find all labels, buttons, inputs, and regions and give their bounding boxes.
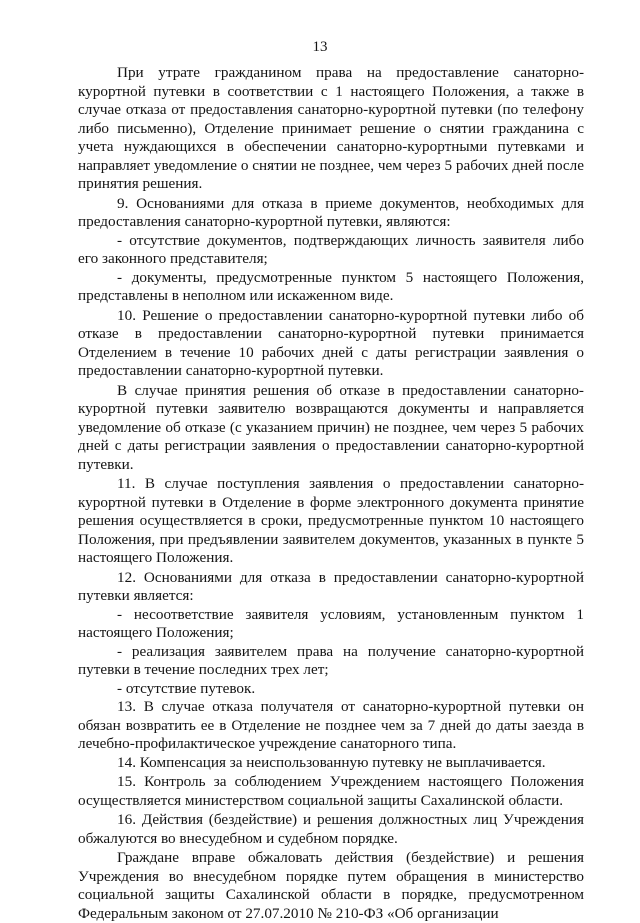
- paragraph-item-12-bullet-1: - несоответствие заявителя условиям, установленным пунктом 1 настоящего Положения;: [78, 605, 584, 641]
- paragraph-item-9: 9. Основаниями для отказа в приеме документов, необходимых для предоставления санаторно-курортной путевки, являются:: [78, 194, 584, 230]
- paragraph-item-13: 13. В случае отказа получателя от санаторно-курортной путевки он обязан возвратить ее в Отделение не позднее чем за 7 дней до даты заезда в лечебно-профилактическое учреждение санаторного типа.: [78, 698, 584, 752]
- paragraph-item-15: 15. Контроль за соблюдением Учреждением настоящего Положения осуществляется министерством социальной защиты Сахалинской области.: [78, 773, 584, 809]
- body-text: [78, 64, 584, 923]
- paragraph-item-10: 10. Решение о предоставлении санаторно-курортной путевки либо об отказе в предоставлении санаторно-курортной путевки принимается Отделением в течение 10 рабочих дней с даты регистрации заявления о предоставлении санаторно-курортной путевки.: [78, 306, 584, 379]
- paragraph-item-12-bullet-3: - отсутствие путевок.: [117, 679, 256, 697]
- paragraph-item-14: 14. Компенсация за неиспользованную путевку не выплачивается.: [117, 753, 546, 771]
- paragraph-item-12: 12. Основаниями для отказа в предоставлении санаторно-курортной путевки является:: [78, 568, 584, 604]
- paragraph-loss-of-right: При утрате гражданином права на предоставление санаторно-курортной путевки в соответствии с 1 настоящего Положения, а также в случае отказа от предоставления санаторно-курортной путевки (по телефону либо письменно), Отделение принимает решение о снятии гражданина с учета нуждающихся в обеспечении санаторно-курортными путевками и направляет уведомление о снятии не позднее, чем через 5 рабочих дней после принятия решения.: [78, 64, 584, 192]
- paragraph-item-10-refusal: В случае принятия решения об отказе в предоставлении санаторно-курортной путевки заявителю возвращаются документы и направляется уведомление об отказе (с указанием причин) не позднее, чем через 5 рабочих дней с даты регистрации заявления о предоставлении санаторно-курортной путевки.: [78, 381, 584, 473]
- paragraph-appeal: Граждане вправе обжаловать действия (бездействие) и решения Учреждения во внесудебном порядке путем обращения в министерство социальной защиты Сахалинской области в порядке, предусмотренном Федеральным законом от 27.07.2010 № 210-ФЗ «Об организации: [78, 849, 584, 922]
- paragraph-item-11: 11. В случае поступления заявления о предоставлении санаторно-курортной путевки в Отделение в форме электронного документа принятие решения осуществляется в сроки, предусмотренные пунктом 10 настоящего Положения, при предъявлении заявителем документов, указанных в пункте 5 настоящего Положения.: [78, 475, 584, 566]
- paragraph-item-12-bullet-2: - реализация заявителем права на получение санаторно-курортной путевки в течение последних трех лет;: [78, 642, 584, 678]
- paragraph-item-9-bullet-1: - отсутствие документов, подтверждающих личность заявителя либо его законного представителя;: [78, 231, 584, 267]
- paragraph-item-9-bullet-2: - документы, предусмотренные пунктом 5 настоящего Положения, представлены в неполном или искаженном виде.: [78, 268, 584, 304]
- paragraph-item-16: 16. Действия (бездействие) и решения должностных лиц Учреждения обжалуются во внесудебном и судебном порядке.: [78, 811, 584, 847]
- page-number: 13: [312, 39, 328, 55]
